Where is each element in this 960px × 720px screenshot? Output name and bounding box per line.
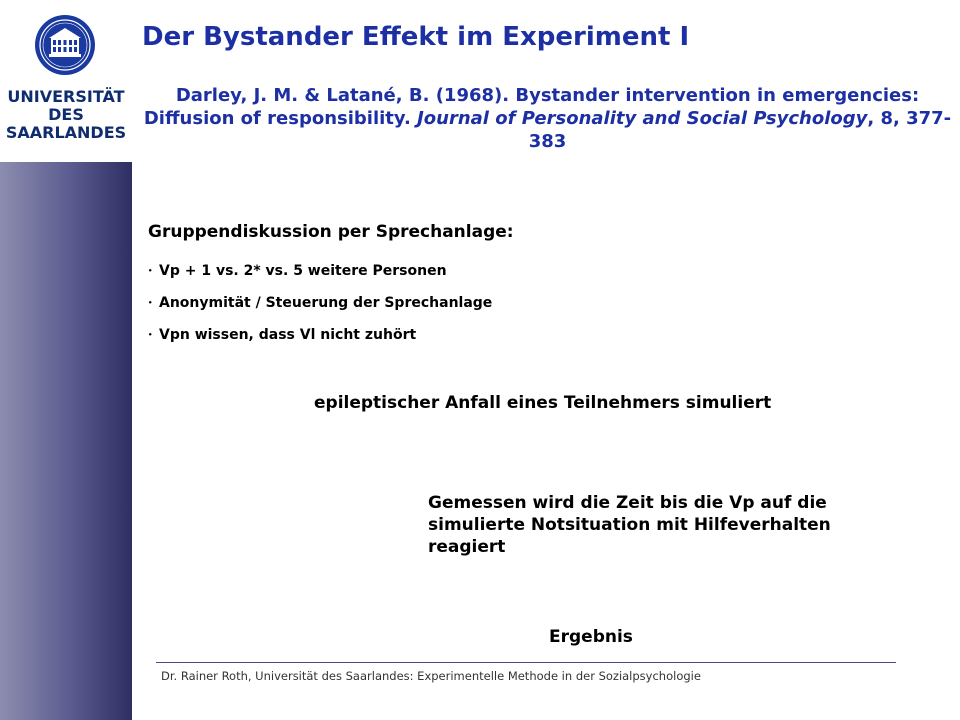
university-name-line3: SAARLANDES xyxy=(5,123,127,142)
university-name xyxy=(0,88,132,142)
bullet-text: Vp + 1 vs. 2* vs. 5 weitere Personen xyxy=(159,263,447,279)
section-heading: Gruppendiskussion per Sprechanlage: xyxy=(148,222,514,242)
bullet-dot-icon: • xyxy=(148,267,153,275)
slide-title: Der Bystander Effekt im Experiment I xyxy=(142,22,690,52)
bullet-dot-icon: • xyxy=(148,299,153,307)
bullet-list xyxy=(148,262,492,358)
list-item xyxy=(148,326,492,358)
citation-authors: Darley, J. M. & Latané, B. (1968). xyxy=(175,85,510,106)
citation xyxy=(140,84,955,153)
university-logo xyxy=(0,0,132,162)
citation-journal: Journal of Personality and Social Psychology xyxy=(417,108,868,129)
sidebar xyxy=(0,0,132,720)
result-label: Ergebnis xyxy=(549,627,633,647)
list-item xyxy=(148,262,492,294)
bullet-text: Anonymität / Steuerung der Sprechanlage xyxy=(159,295,493,311)
measure-text: Gemessen wird die Zeit bis die Vp auf die simulierte Notsituation mit Hilfeverhalten reagiert xyxy=(428,493,831,557)
bullet-dot-icon: • xyxy=(148,331,153,339)
sidebar-gradient xyxy=(0,162,132,720)
bullet-text: Vpn wissen, dass Vl nicht zuhört xyxy=(159,327,417,343)
footer-divider xyxy=(156,662,896,663)
footer-text: Dr. Rainer Roth, Universität des Saarlandes: Experimentelle Methode in der Sozialpsychologie xyxy=(161,669,701,683)
citation-article-title: Bystander intervention in emergencies: Diffusion of responsibility. xyxy=(143,85,920,129)
university-name-line2: DES xyxy=(48,105,84,124)
university-name-line1: UNIVERSITÄT xyxy=(7,87,125,106)
citation-volume-pages: , 8, 377-383 xyxy=(528,108,952,152)
simulation-text: epileptischer Anfall eines Teilnehmers simuliert xyxy=(314,393,772,413)
university-seal-icon xyxy=(34,14,96,76)
list-item xyxy=(148,294,492,326)
